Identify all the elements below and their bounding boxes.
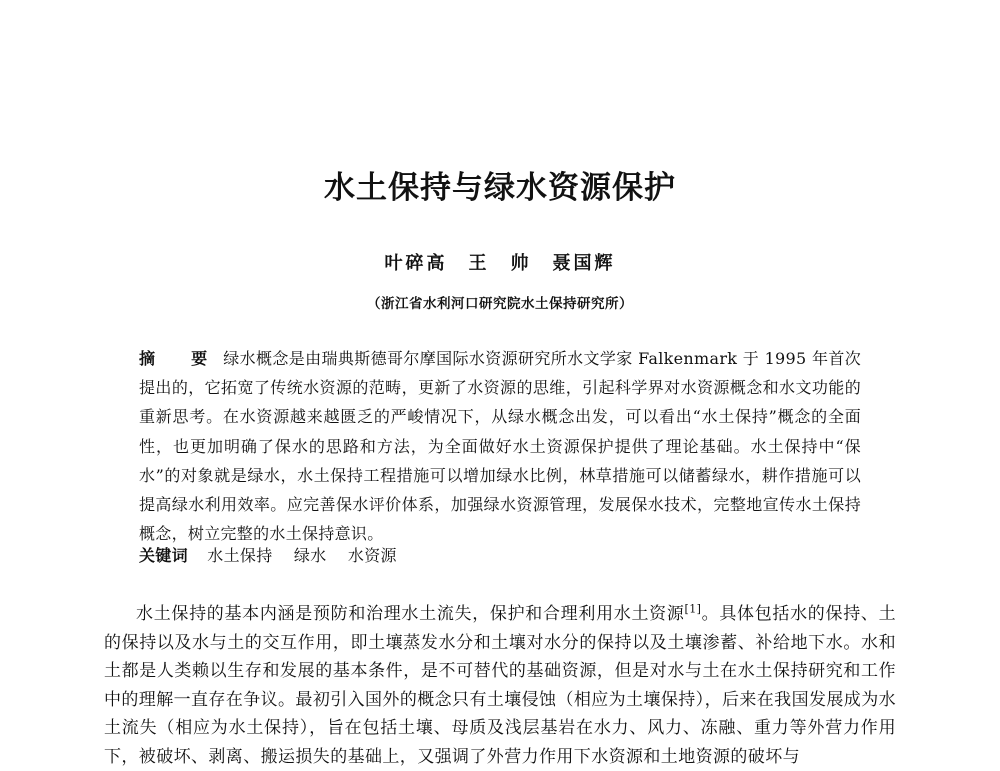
abstract-label: 摘 要	[139, 349, 218, 368]
keyword-item: 水土保持	[207, 546, 273, 565]
body-text-part: 。具体包括水的保持、土的保持以及水与土的交互作用，即土壤蒸发水分和土壤对水分的保持以及土壤渗蓄、补给地下水。水和土都是人类赖以生存和发展的基本条件，是不可替代的基础资源，但是对水与土在水土保持研究和工作中的理解一直存在争议。最初引入国外的概念只有土壤侵蚀（相应为土壤保持），后来在我国发展成为水土流失（相应为水土保持），旨在包括土壤、母质及浅层基岩在水力、风力、冻融、重力等外营力作用下，被破坏、剥离、搬运损失的基础上，又强调了外营力作用下水资源和土地资源的破坏与	[104, 604, 896, 767]
body-paragraph	[104, 600, 896, 771]
abstract-text: 绿水概念是由瑞典斯德哥尔摩国际水资源研究所水文学家 Falkenmark 于 1995 年首次提出的，它拓宽了传统水资源的范畴，更新了水资源的思维，引起科学界对水资源概念和水文功能的重新思考。在水资源越来越匮乏的严峻情况下，从绿水概念出发，可以看出“水土保持”概念的全面性，也更加明确了保水的思路和方法，为全面做好水土资源保护提供了理论基础。水土保持中“保水”的对象就是绿水，水土保持工程措施可以增加绿水比例，林草措施可以储蓄绿水，耕作措施可以提高绿水利用效率。应完善保水评价体系，加强绿水资源管理，发展保水技术，完整地宣传水土保持概念，树立完整的水土保持意识。	[139, 349, 861, 544]
keyword-item: 水资源	[347, 546, 397, 565]
keywords-label: 关键词	[139, 546, 188, 565]
keyword-item: 绿水	[293, 546, 327, 565]
keywords	[139, 541, 861, 570]
paper-title: 水土保持与绿水资源保护	[324, 170, 676, 206]
affiliation: （浙江省水利河口研究院水土保持研究所）	[367, 296, 633, 312]
reference-citation[interactable]: [1]	[684, 602, 702, 616]
author-list: 叶碎高 王 帅 聂国辉	[384, 253, 616, 274]
body-text-part: 水土保持的基本内涵是预防和治理水土流失，保护和合理利用水土资源	[136, 604, 685, 624]
abstract	[139, 344, 861, 548]
